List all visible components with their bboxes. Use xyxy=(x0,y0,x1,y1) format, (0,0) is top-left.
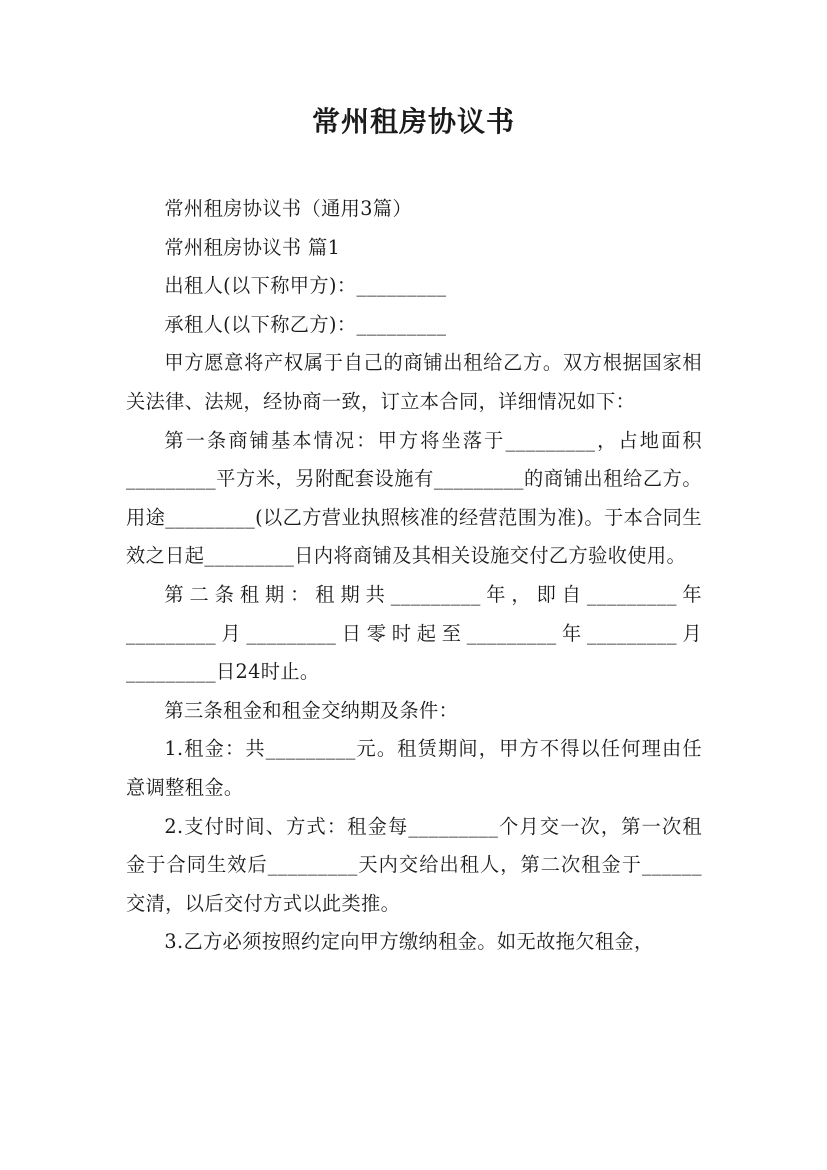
lessee-line: 承租人(以下称乙方)：_________ xyxy=(164,312,447,336)
clause-2-paragraph: 2.支付时间、方式：租金每_________个月交一次，第一次租金于合同生效后_________天内交给出租人，第二次租金于______交清，以后交付方式以此类推。 xyxy=(126,814,702,915)
clause-3-paragraph: 3.乙方必须按照约定向甲方缴纳租金。如无故拖欠租金， xyxy=(164,930,654,954)
lessor-line: 出租人(以下称甲方)：_________ xyxy=(164,274,447,298)
subtitle: 常州租房协议书（通用3篇） xyxy=(164,197,413,220)
document-title: 常州租房协议书 xyxy=(311,105,515,138)
clause-1-paragraph: 1.租金：共_________元。租赁期间，甲方不得以任何理由任意调整租金。 xyxy=(126,737,702,799)
document-body xyxy=(126,190,702,962)
article-3-heading: 第三条租金和租金交纳期及条件： xyxy=(164,698,459,722)
article-1-paragraph: 第一条商铺基本情况：甲方将坐落于_________，占地面积_________平方米，另附配套设施有_________的商铺出租给乙方。用途_________(以乙方营业执照核准的经营范围为准)。于本合同生效之日起_________日内将商铺及其相关设施交付乙方验收使用。 xyxy=(126,428,702,568)
article-2-paragraph: 第二条租期：租期共_________年，即自_________年_________月_________日零时起至_________年_________月_________日24时止。 xyxy=(126,582,702,684)
intro-paragraph: 甲方愿意将产权属于自己的商铺出租给乙方。双方根据国家相关法律、法规，经协商一致，订立本合同，详细情况如下： xyxy=(126,351,702,413)
section-heading: 常州租房协议书 篇1 xyxy=(164,235,341,259)
